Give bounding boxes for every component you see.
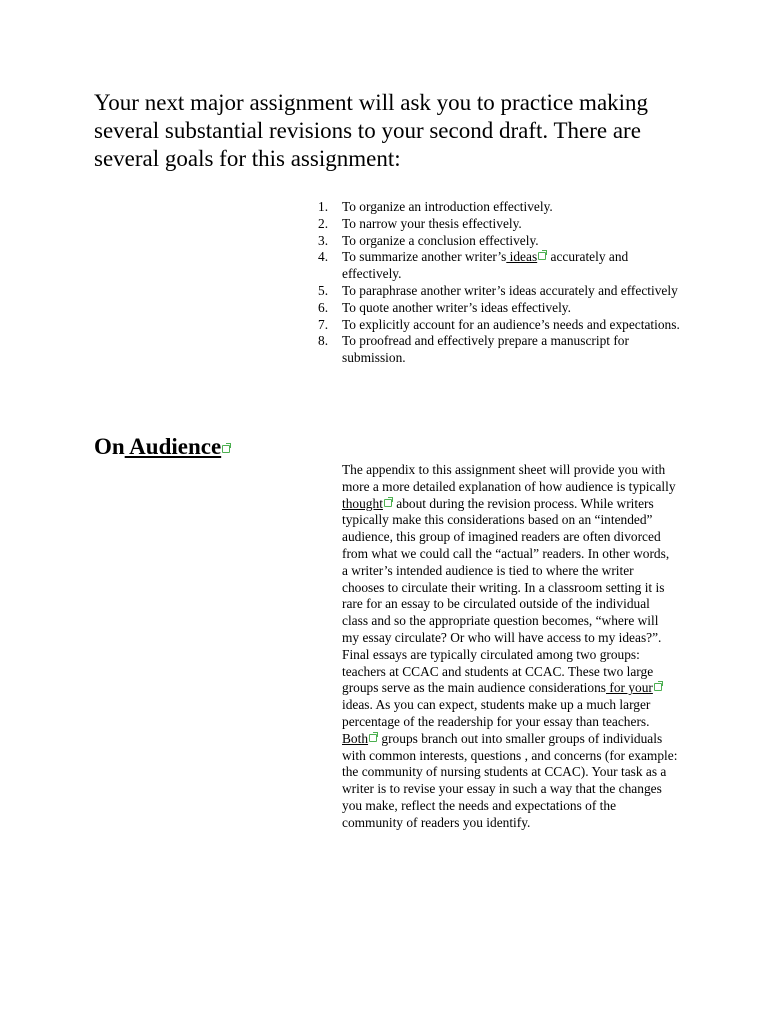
- list-text: [342, 249, 688, 283]
- list-item: [318, 300, 688, 317]
- list-text-pre: To summarize another writer’s: [342, 249, 507, 265]
- list-text: To proofread and effectively prepare a manuscript for submission.: [342, 333, 629, 366]
- list-text: To organize a conclusion effectively.: [342, 232, 539, 248]
- list-number: 5.: [318, 282, 329, 298]
- external-link-icon[interactable]: [222, 444, 231, 453]
- external-link-icon[interactable]: [384, 498, 393, 507]
- for-your-link[interactable]: for your: [606, 680, 653, 696]
- list-item: [318, 216, 688, 233]
- body-text-4: groups branch out into smaller groups of individuals with common interests, questions , and concerns (for example: the community of nursing students at CCAC). Your task as a writer is to revise your essay in such a way that the changes you make, reflect the needs and expectations of the community of readers you identify.: [342, 730, 678, 830]
- list-item: [318, 233, 688, 250]
- audience-link[interactable]: Audience: [124, 434, 222, 459]
- list-item: [318, 249, 688, 283]
- list-text: To quote another writer’s ideas effectively.: [342, 299, 571, 315]
- list-text-post: accurately and effectively.: [342, 249, 629, 282]
- external-link-icon[interactable]: [538, 251, 547, 260]
- ideas-link[interactable]: ideas: [506, 249, 538, 265]
- list-number: 3.: [318, 232, 329, 248]
- list-number: 7.: [318, 316, 329, 332]
- thought-link[interactable]: thought: [342, 495, 383, 511]
- audience-paragraph: [342, 462, 678, 832]
- list-number: 8.: [318, 333, 329, 349]
- list-item: [318, 199, 688, 216]
- list-text: To explicitly account for an audience’s needs and expectations.: [342, 316, 680, 332]
- body-text-2: about during the revision process. While writers typically make this considerations based on an “intended” audience, this group of imagined readers are often divorced from what we could call the “actual” readers. In other words, a writer’s intended audience is tied to where the writer chooses to circulate their writing. In a classroom setting it is rare for an essay to be circulated outside of the individual class and so the appropriate question becomes, “where will my essay circulate? Or who will have access to my ideas?”. Final essays are typically circulated among two groups: teachers at CCAC and students at CCAC. These two large groups serve as the main audience considerations: [342, 495, 670, 696]
- list-item: [318, 283, 688, 300]
- body-text-1: The appendix to this assignment sheet will provide you with more a more detailed explanation of how audience is typically: [342, 462, 676, 494]
- list-number: 2.: [318, 215, 329, 231]
- list-number: 4.: [318, 249, 329, 265]
- external-link-icon[interactable]: [369, 733, 378, 742]
- heading-prefix: On: [94, 434, 125, 459]
- intro-paragraph: Your next major assignment will ask you to practice making several substantial revisions to your second draft. There are several goals for this assignment:: [94, 90, 649, 171]
- list-text: To organize an introduction effectively.: [342, 199, 553, 214]
- body-text-3: ideas. As you can expect, students make up a much larger percentage of the readership for your essay than teachers.: [342, 697, 651, 729]
- list-text: To narrow your thesis effectively.: [342, 215, 522, 231]
- both-link[interactable]: Both: [342, 730, 369, 746]
- section-heading: [94, 432, 231, 462]
- goals-list: [318, 199, 688, 367]
- list-number: 1.: [318, 199, 329, 214]
- external-link-icon[interactable]: [654, 682, 663, 691]
- list-item: [318, 317, 688, 334]
- list-number: 6.: [318, 299, 329, 315]
- list-text: To paraphrase another writer’s ideas accurately and effectively: [342, 282, 678, 298]
- list-item: [318, 333, 688, 367]
